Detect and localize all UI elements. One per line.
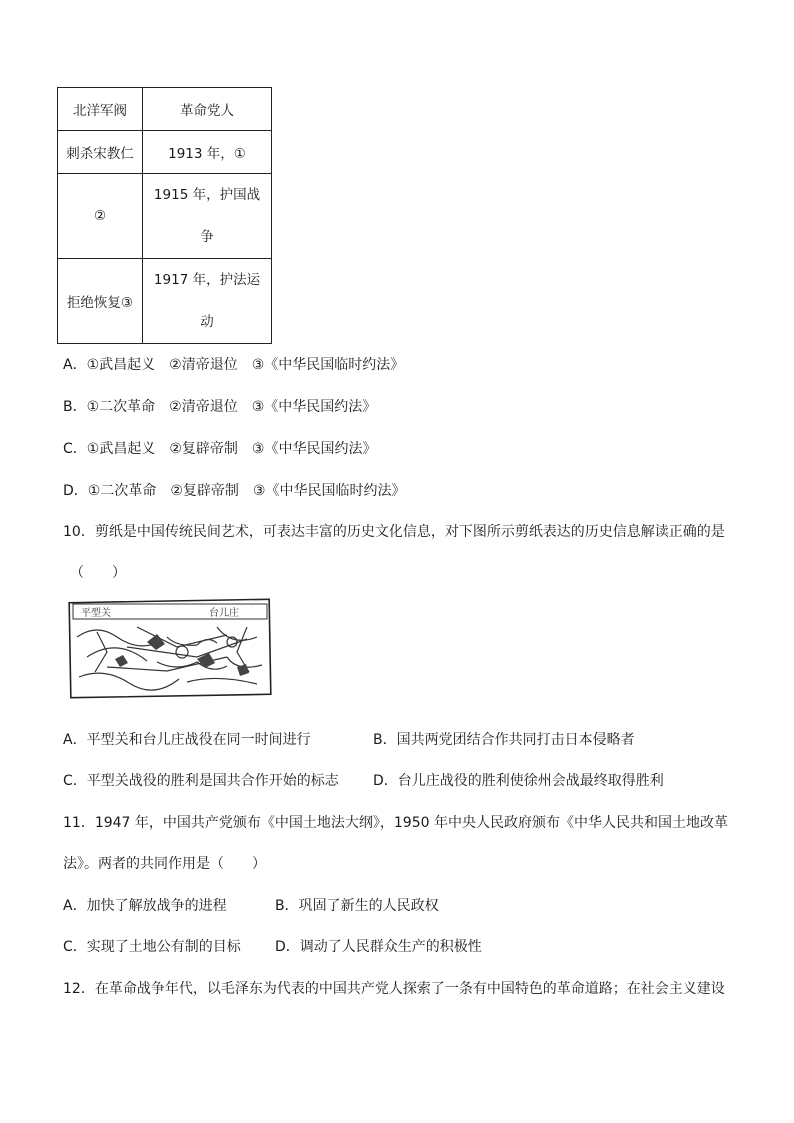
q11-option-d: D．调动了人民群众生产的积极性 bbox=[275, 939, 482, 955]
option-part: ③《中华民国约法》 bbox=[251, 441, 377, 457]
table-cell-line: 1915 年，护国战 bbox=[153, 187, 261, 203]
q11-option-a: A．加快了解放战争的进程 bbox=[63, 898, 227, 914]
option-part: ①武昌起义 bbox=[86, 441, 156, 457]
q10-stem: 10．剪纸是中国传统民间艺术，可表达丰富的历史文化信息，对下图所示剪纸表达的历史信息解读正确的是 bbox=[63, 524, 725, 540]
option-part: ②清帝退位 bbox=[169, 399, 238, 415]
option-letter: D． bbox=[63, 483, 88, 499]
q11-stem-cont: 法》。两者的共同作用是（ ） bbox=[63, 856, 266, 872]
q10-option-b: B．国共两党团结合作共同打击日本侵略者 bbox=[373, 732, 635, 748]
option-letter: C． bbox=[63, 441, 87, 457]
q9-option-d bbox=[63, 480, 405, 500]
option-letter: A． bbox=[63, 357, 87, 373]
history-table bbox=[57, 87, 272, 344]
table-header-revolutionaries: 革命党人 bbox=[143, 88, 272, 131]
option-part: ③《中华民国临时约法》 bbox=[251, 357, 405, 373]
q11-option-c: C．实现了土地公有制的目标 bbox=[63, 939, 241, 955]
table-cell-line: 动 bbox=[200, 314, 214, 330]
table-cell: 1913 年，① bbox=[143, 131, 272, 174]
table-cell-line: 争 bbox=[200, 229, 214, 245]
table-cell-line: 1917 年，护法运 bbox=[153, 272, 261, 288]
papercut-image bbox=[67, 597, 273, 701]
papercut-label-pingxingguan: 平型关 bbox=[81, 608, 111, 619]
q9-option-c bbox=[63, 438, 376, 458]
q12-stem: 12．在革命战争年代，以毛泽东为代表的中国共产党人探索了一条有中国特色的革命道路；在社会主义建设 bbox=[63, 981, 725, 997]
q10-answer-blank: （ ） bbox=[70, 565, 126, 581]
q10-option-a: A．平型关和台儿庄战役在同一时间进行 bbox=[63, 732, 311, 748]
q9-option-a bbox=[63, 354, 404, 374]
option-letter: B． bbox=[63, 399, 87, 415]
option-part: ③《中华民国约法》 bbox=[251, 399, 377, 415]
q11-stem: 11．1947 年，中国共产党颁布《中国土地法大纲》，1950 年中央人民政府颁布《中华人民共和国土地改革 bbox=[63, 815, 728, 831]
q9-option-b bbox=[63, 396, 376, 416]
option-part: ②复辟帝制 bbox=[170, 483, 239, 499]
table-cell: ② bbox=[58, 174, 143, 259]
papercut-label-taierzhuang: 台儿庄 bbox=[209, 608, 239, 619]
q10-option-c: C．平型关战役的胜利是国共合作开始的标志 bbox=[63, 773, 339, 789]
table-cell: 拒绝恢复③ bbox=[58, 259, 143, 344]
option-part: ①二次革命 bbox=[87, 483, 157, 499]
option-part: ②复辟帝制 bbox=[169, 441, 238, 457]
option-part: ①武昌起义 bbox=[86, 357, 156, 373]
option-part: ③《中华民国临时约法》 bbox=[252, 483, 406, 499]
table-header-warlords: 北洋军阀 bbox=[58, 88, 143, 131]
option-part: ①二次革命 bbox=[86, 399, 156, 415]
table-cell: 刺杀宋教仁 bbox=[58, 131, 143, 174]
q11-option-b: B．巩固了新生的人民政权 bbox=[275, 898, 439, 914]
table-cell bbox=[143, 259, 272, 344]
option-part: ②清帝退位 bbox=[169, 357, 238, 373]
table-cell bbox=[143, 174, 272, 259]
q10-option-d: D．台儿庄战役的胜利使徐州会战最终取得胜利 bbox=[373, 773, 664, 789]
